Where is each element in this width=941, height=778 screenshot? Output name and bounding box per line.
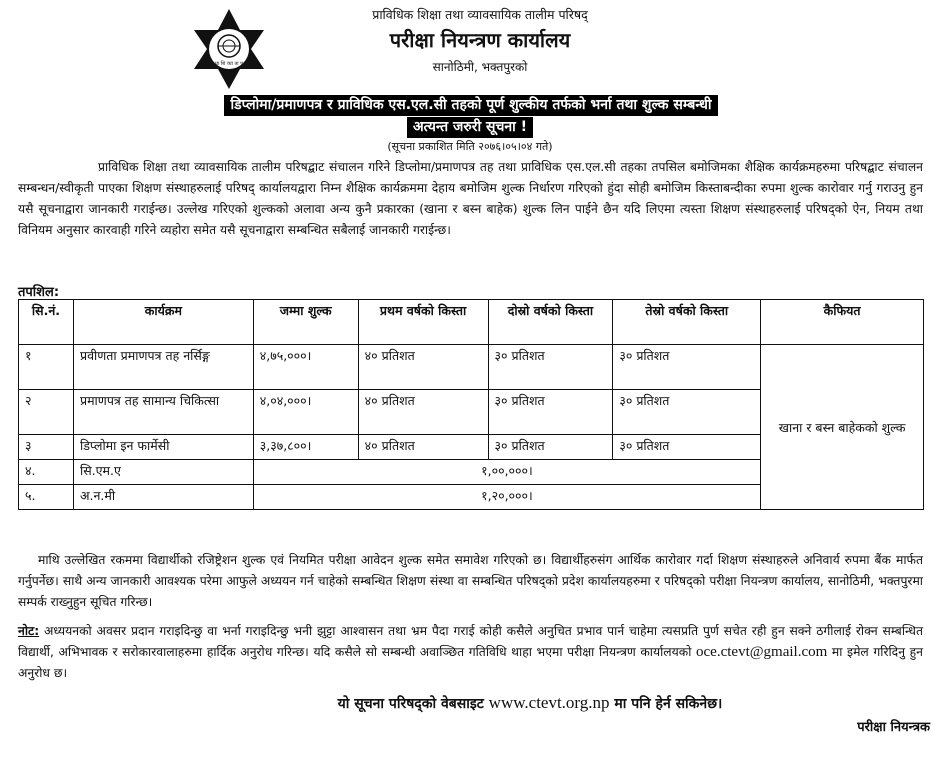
cell-first: ४० प्रतिशत bbox=[358, 390, 488, 435]
col-header: तेस्रो वर्षको किस्ता bbox=[613, 300, 761, 345]
cell-second: ३० प्रतिशत bbox=[488, 390, 613, 435]
cell-program: अ.न.मी bbox=[73, 485, 253, 510]
website-link[interactable]: www.ctevt.org.np bbox=[488, 693, 610, 712]
web-suffix: मा पनि हेर्न सकिनेछ। bbox=[609, 696, 723, 712]
tapsil-label: तपशिल: bbox=[18, 285, 60, 300]
cell-sn: ४. bbox=[19, 460, 74, 485]
notice-subtitle-wrap bbox=[300, 116, 640, 138]
office-address: सानोठिमी, भक्तपुरको bbox=[432, 60, 528, 74]
table-header-row bbox=[19, 300, 924, 345]
table-row bbox=[19, 345, 924, 390]
details-paragraph: माथि उल्लेखित रकममा विद्यार्थीको रजिष्ट्रेशन शुल्क एवं नियमित परीक्षा आवेदन शुल्क समेत समावेश गरिएको छ। विद्यार्थीहरुसंग आर्थिक कारोवार गर्दा शिक्षण संस्थाहरुले अनिवार्य रुपमा बैंक मार्फत गर्नुपर्नेछ। साथै अन्य जानकारी आवश्यक परेमा आफुले अध्ययन गर्न चाहेको सम्बन्धित शिक्षण संस्था वा सम्बन्धित परिषद्को प्रदेश कार्यालयहरुमा र परिषद्को परीक्षा नियन्त्रण कार्यालय, सानोठिमी, भक्तपुरमा सम्पर्क राख्नुहुन सूचित गरिन्छ। bbox=[18, 553, 923, 609]
cell-third: ३० प्रतिशत bbox=[613, 345, 761, 390]
notice-title: डिप्लोमा/प्रमाणपत्र र प्राविधिक एस.एल.सी तहको पूर्ण शुल्कीय तर्फको भर्ना तथा शुल्क सम्बन्धी bbox=[224, 95, 717, 116]
cell-program: सि.एम.ए bbox=[73, 460, 253, 485]
cell-sn: ५. bbox=[19, 485, 74, 510]
notice-title-banner bbox=[156, 94, 786, 116]
cell-total: ४,७५,०००। bbox=[253, 345, 358, 390]
cell-total: १,२०,०००। bbox=[253, 485, 760, 510]
col-header: कार्यक्रम bbox=[73, 300, 253, 345]
note-tail: मा इमेल गरिदिनु हुन अनुरोध छ। bbox=[18, 645, 923, 680]
cell-second: ३० प्रतिशत bbox=[488, 435, 613, 460]
cell-remark: खाना र बस्न बाहेकको शुल्क bbox=[761, 345, 924, 510]
cell-program: डिप्लोमा इन फार्मेसी bbox=[73, 435, 253, 460]
intro-paragraph: प्राविधिक शिक्षा तथा व्यावसायिक तालीम परिषद्बाट संचालन गरिने डिप्लोमा/प्रमाणपत्र तह तथा प्राविधिक एस.एल.सी तहका तपसिल बमोजिमका शैक्षिक कार्यक्रमहरुमा परिषद्बाट संचालन सम्बन्धन/स्वीकृती पाएका शिक्षण संस्थाहरुलाई परिषद् कार्यालयद्वारा निम्न शैक्षिक कार्यक्रममा देहाय बमोजिम शुल्क निर्धारण गरिएको हुंदा सोही बमोजिम किस्ताबन्दीका रुपमा शुल्क कारोवार गर्नु गराउनु हुन यसै सूचनाद्वारा जानकारी गराईन्छ। उल्लेख गरिएको शुल्कको अलावा अन्य कुनै प्रकारका (खाना र बस्न बाहेक) शुल्क लिन पाईने छैन यदि लिएमा त्यस्ता शिक्षण संस्थाहरुलाई परिषद्को ऐन, नियम तथा विनियम अनुसार कारवाही गरिने व्यहोरा समेत यसै सूचनाद्वारा सम्बन्धित सबैलाई जानकारी गराईन्छ। bbox=[18, 160, 923, 237]
cell-program: प्रमाणपत्र तह सामान्य चिकित्सा bbox=[73, 390, 253, 435]
col-header: जम्मा शुल्क bbox=[253, 300, 358, 345]
cell-sn: २ bbox=[19, 390, 74, 435]
cell-sn: ३ bbox=[19, 435, 74, 460]
col-header: दोस्रो वर्षको किस्ता bbox=[488, 300, 613, 345]
col-header: सि.नं. bbox=[19, 300, 74, 345]
col-header: प्रथम वर्षको किस्ता bbox=[358, 300, 488, 345]
cell-first: ४० प्रतिशत bbox=[358, 345, 488, 390]
email-link[interactable]: oce.ctevt@gmail.com bbox=[696, 644, 828, 660]
col-header: कैफियत bbox=[761, 300, 924, 345]
cell-first: ४० प्रतिशत bbox=[358, 435, 488, 460]
cell-sn: १ bbox=[19, 345, 74, 390]
office-title: परीक्षा नियन्त्रण कार्यालय bbox=[389, 28, 571, 52]
org-name: प्राविधिक शिक्षा तथा व्यावसायिक तालीम परिषद् bbox=[372, 7, 588, 22]
cell-total: ३,३७,८००। bbox=[253, 435, 358, 460]
fee-table bbox=[18, 299, 924, 510]
signatory: परीक्षा नियन्त्रक bbox=[857, 720, 930, 735]
cell-total: ४,०४,०००। bbox=[253, 390, 358, 435]
cell-total: १,००,०००। bbox=[253, 460, 760, 485]
note-text: अध्ययनको अवसर प्रदान गराइदिन्छु वा भर्ना गराइदिन्छु भनी झुट्टा आश्वासन तथा भ्रम पैदा गराई कोही कसैले अनुचित प्रभाव पार्न चाहेमा त्यसप्रति पुर्ण सचेत रही हुन सक्ने ठगीलाई रोक्न सम्बन्धित विद्यार्थी, अभिभावक र सरोकारवालाहरुमा हार्दिक अनुरोध गरिन्छ। यदि कसैले सो सम्बन्धी अवाञ्छित गतिविधि थाहा भएमा परीक्षा नियन्त्रण कार्यालयको bbox=[18, 624, 923, 659]
notice-subtitle: अत्यन्त जरुरी सूचना ! bbox=[407, 117, 533, 138]
cell-second: ३० प्रतिशत bbox=[488, 345, 613, 390]
cell-third: ३० प्रतिशत bbox=[613, 435, 761, 460]
note-paragraph bbox=[18, 621, 923, 684]
website-line bbox=[180, 693, 880, 713]
cell-program: प्रवीणता प्रमाणपत्र तह नर्सिङ्ग bbox=[73, 345, 253, 390]
ctevt-emblem-icon bbox=[188, 8, 270, 90]
note-label: नोट: bbox=[18, 624, 40, 638]
cell-third: ३० प्रतिशत bbox=[613, 390, 761, 435]
published-date: (सूचना प्रकाशित मिति २०७६।०५।०४ गते) bbox=[387, 140, 553, 153]
web-prefix: यो सूचना परिषद्को वेबसाइट bbox=[337, 696, 489, 712]
svg-text:प्रा शि व्या ता प: प्रा शि व्या ता प bbox=[214, 61, 244, 67]
